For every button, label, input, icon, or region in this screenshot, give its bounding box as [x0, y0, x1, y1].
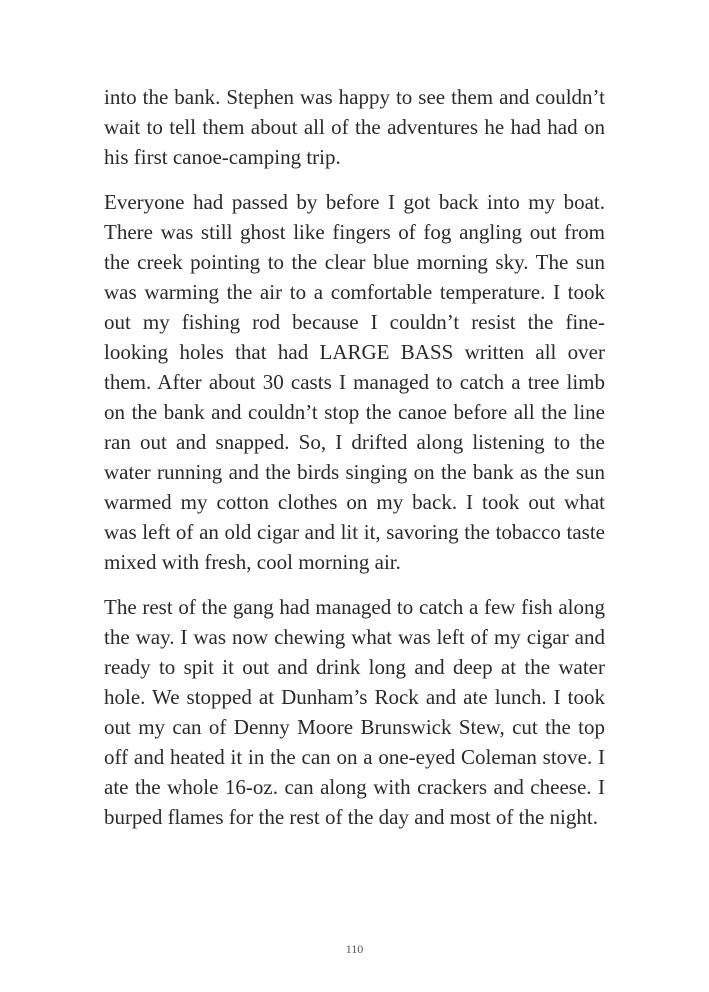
paragraph-1: into the bank. Stephen was happy to see them and couldn’t wait to tell them about all of the adventures he had had on his first canoe-camping trip. [104, 85, 605, 169]
body-text [104, 82, 605, 847]
paragraph-3: The rest of the gang had managed to catch a few fish along the way. I was now chewing what was left of my cigar and ready to spit it out and drink long and deep at the water hole. We stopped at Dunham’s Rock and ate lunch. I took out my can of Denny Moore Brunswick Stew, cut the top off and heated it in the can on a one-eyed Coleman stove. I ate the whole 16-oz. can along with crackers and cheese. I burped flames for the rest of the day and most of the night. [104, 595, 605, 829]
page-number: 110 [345, 942, 364, 956]
paragraph-2: Everyone had passed by before I got back into my boat. There was still ghost like fingers of fog angling out from the creek pointing to the clear blue morning sky. The sun was warming the air to a comfortable temperature. I took out my fishing rod because I couldn’t resist the fine-looking holes that had LARGE BASS written all over them. After about 30 casts I managed to catch a tree limb on the bank and couldn’t stop the canoe before all the line ran out and snapped. So, I drifted along listening to the water running and the birds singing on the bank as the sun warmed my cotton clothes on my back. I took out what was left of an old cigar and lit it, savoring the tobacco taste mixed with fresh, cool morning air. [104, 190, 605, 574]
